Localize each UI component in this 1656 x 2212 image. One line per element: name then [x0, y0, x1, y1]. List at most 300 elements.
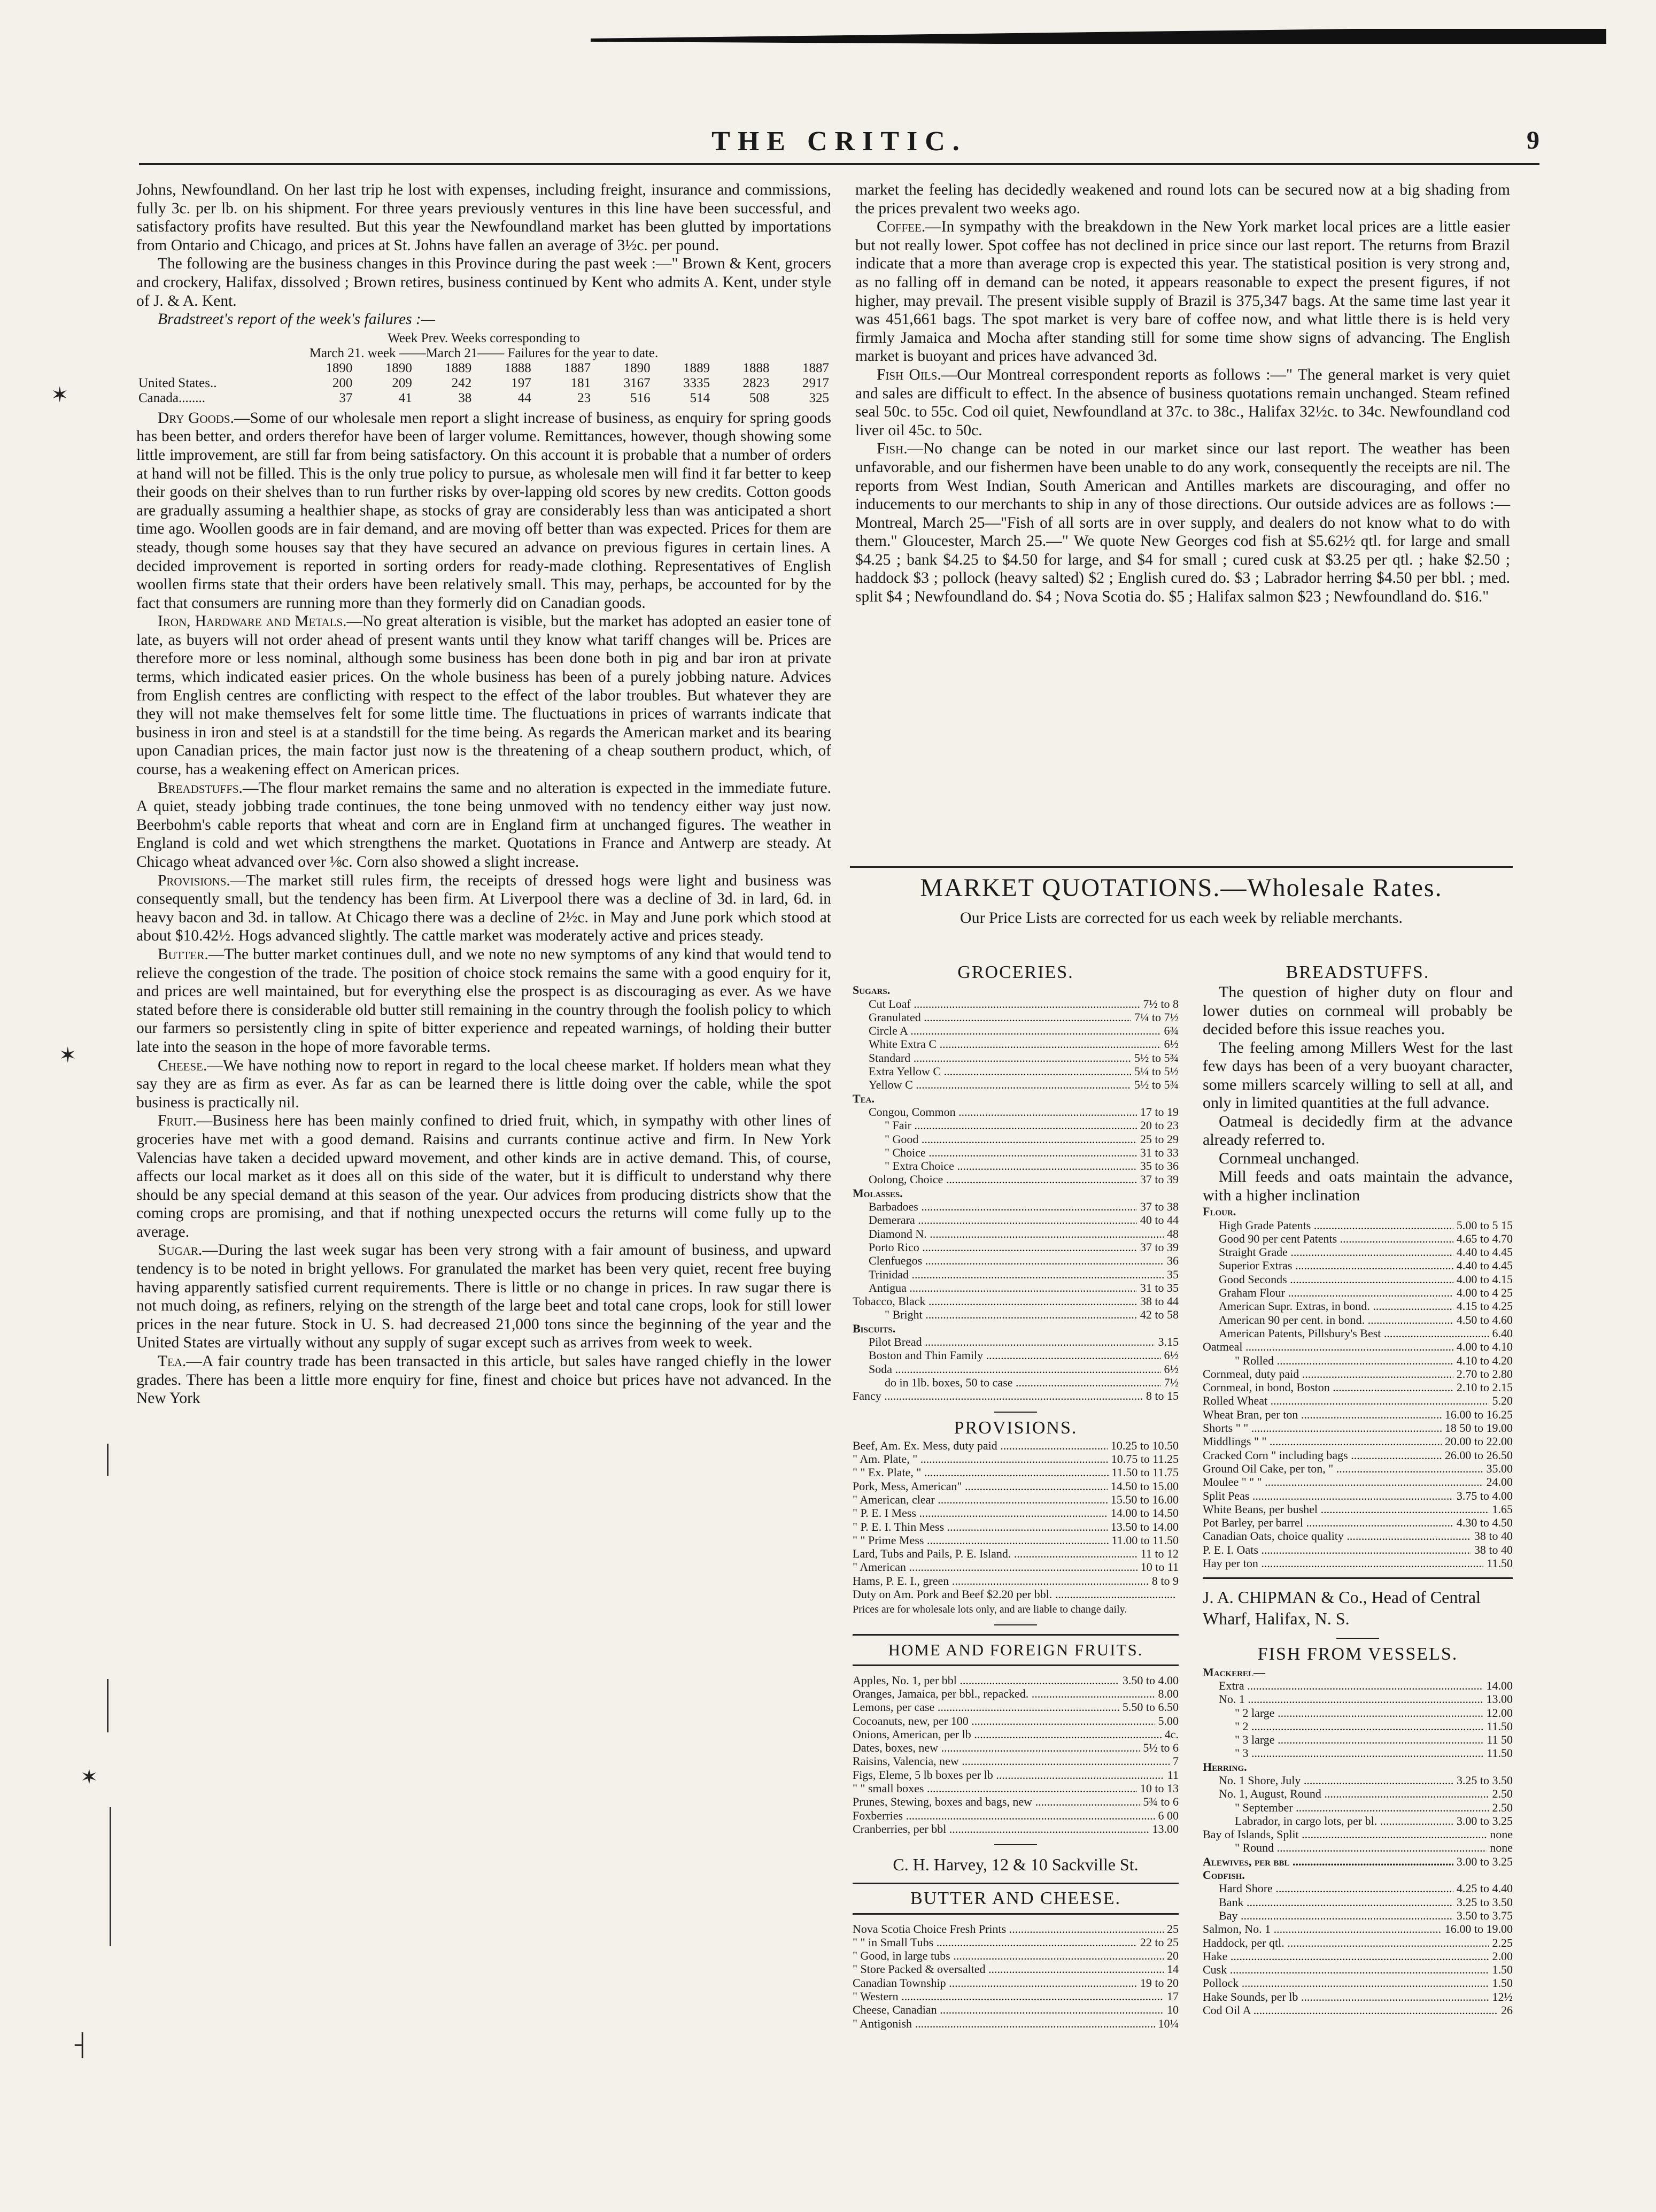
- divider: [853, 1664, 1179, 1666]
- category-label: Tea.: [853, 1091, 875, 1105]
- price-row: [1203, 1462, 1513, 1475]
- price-row: [853, 1348, 1179, 1362]
- biscuits-list: [853, 1335, 1179, 1402]
- table-row: Canada........ 37 41 38 44 23 516 514 508 325: [138, 390, 829, 405]
- breadstuffs-credit: J. A. CHIPMAN & Co., Head of Central Wharf, Halifax, N. S.: [1203, 1587, 1481, 1629]
- item-price: 2.70 to 2.80: [1456, 1367, 1513, 1381]
- price-row: [853, 1990, 1179, 2003]
- price-row: [1203, 1381, 1513, 1394]
- item-name: Ground Oil Cake, per ton, " .....: [1203, 1462, 1483, 1475]
- item-price: 6¾: [1164, 1024, 1179, 1038]
- section-head: Provisions.: [158, 872, 230, 889]
- item-name: Pollock .....: [1203, 1976, 1489, 1990]
- price-row: [853, 1674, 1179, 1687]
- item-price: 42 to 58: [1140, 1308, 1179, 1322]
- item-name: Oolong, Choice .....: [869, 1173, 1137, 1186]
- price-row: [853, 1146, 1179, 1159]
- item-price: 6½: [1164, 1348, 1179, 1362]
- item-price: 11.50: [1487, 1719, 1513, 1733]
- item-price: 5½ to 5¾: [1134, 1078, 1179, 1092]
- market-quotations-header: [850, 866, 1513, 927]
- item-name: " " Prime Mess .....: [853, 1533, 1109, 1547]
- paragraph: Cheese.—We have nothing now to report in regard to the local cheese market. If holders mean what they say they are as firm as ever. As far as can be learned there is little doing over the cable, while the spot business is practically nil.: [136, 1057, 831, 1111]
- item-price: 37 to 39: [1140, 1173, 1179, 1186]
- fruits-title: HOME AND FOREIGN FRUITS.: [888, 1640, 1143, 1660]
- divider: [994, 1412, 1037, 1413]
- category-label: Codfish.: [1203, 1868, 1245, 1882]
- item-name: Haddock, per qtl. .....: [1203, 1936, 1489, 1949]
- item-price: 25: [1167, 1922, 1179, 1936]
- item-name: Trinidad .....: [869, 1268, 1164, 1281]
- item-name: Oranges, Jamaica, per bbl., repacked. .....: [853, 1687, 1155, 1700]
- item-price: 24.00: [1486, 1475, 1513, 1489]
- item-name: Beef, Am. Ex. Mess, duty paid .....: [853, 1439, 1108, 1452]
- market-title: MARKET QUOTATIONS.—Wholesale Rates.: [920, 874, 1443, 902]
- item-price: 2.50: [1492, 1787, 1513, 1801]
- price-row: [1203, 1435, 1513, 1448]
- item-price: 11: [1167, 1768, 1179, 1782]
- item-price: 6½: [1164, 1362, 1179, 1376]
- item-price: 7¼ to 7½: [1134, 1010, 1179, 1024]
- item-price: 3.50 to 3.75: [1456, 1908, 1513, 1922]
- price-row: [1203, 1963, 1513, 1976]
- item-price: 22 to 25: [1140, 1935, 1179, 1949]
- item-price: 4.10 to 4.20: [1456, 1353, 1513, 1367]
- price-row: [1203, 1448, 1513, 1462]
- price-row: [853, 1949, 1179, 1962]
- item-name: American Patents, Pillsbury's Best .....: [1219, 1327, 1489, 1340]
- price-row: [853, 1051, 1179, 1065]
- molasses-list: [853, 1200, 1179, 1294]
- item-name: White Extra C .....: [869, 1037, 1161, 1051]
- item-name: Labrador, in cargo lots, per bl. .....: [1235, 1814, 1453, 1828]
- provisions-list: [853, 1439, 1179, 1601]
- item-name: Cut Loaf .....: [869, 997, 1140, 1011]
- item-price: 1.50: [1492, 1976, 1513, 1990]
- price-row: [853, 2003, 1179, 2016]
- margin-mark: ✶: [59, 1043, 77, 1067]
- item-name: Moulee " " " .....: [1203, 1475, 1483, 1489]
- item-price: 38 to 44: [1140, 1294, 1179, 1308]
- item-price: 37 to 39: [1140, 1240, 1179, 1254]
- paragraph: Fish Oils.—Our Montreal correspondent reports as follows :—" The general market is very quiet and sales are difficult to effect. In the absence of business quotations remain unchanged. Steam refined seal 50c. to 55c. Cod oil quiet, Newfoundland at 37c. to 38c., Halifax 32½c. to 34c. Newfoundland cod liver oil 45c. to 50c.: [855, 366, 1510, 439]
- paragraph: Fish.—No change can be noted in our market since our last report. The weather has been unfavorable, and our fishermen have been unable to do any work, consequently the receipts are nil. The reports from West Indian, South American and Antilles markets are discouraging, and offer no inducements to our merchants to ship in any of those directions. Our outside advices are as follows :—Montreal, March 25—"Fish of all sorts are in over supply, and dealers do not know what to do with them." Gloucester, March 25.—" We quote New Georges cod fish at $5.62½ qtl. for large and small $4.25 ; bank $4.25 to $4.50 for large, and $4 for small ; cured cusk at $3.25 per qtl. ; hake $2.50 ; haddock $3 ; pollock (heavy salted) $2 ; English cured do. $3 ; Labrador herring $4.50 per bbl. ; med. split $4 ; Newfoundland do. $4 ; Nova Scotia do. $5 ; Halifax salmon $23 ; Newfoundland do. $16.": [855, 440, 1510, 606]
- item-name: " 2 .....: [1235, 1720, 1483, 1733]
- category-label: Sugars.: [853, 983, 891, 997]
- price-row: [1203, 1990, 1513, 2003]
- failures-header: Week Prev. Weeks corresponding to: [388, 330, 580, 345]
- item-name: " American .....: [853, 1560, 1137, 1574]
- item-name: American Supr. Extras, in bond. .....: [1219, 1299, 1453, 1313]
- item-name: American 90 per cent. in bond. .....: [1219, 1313, 1453, 1327]
- price-row: [853, 1587, 1179, 1601]
- price-row: [853, 1065, 1179, 1078]
- price-row: [1203, 1421, 1513, 1435]
- section-head: Breadstuffs.: [158, 779, 243, 797]
- paragraph: Provisions.—The market still rules firm, the receipts of dressed hogs were light and business was consequently small, but the tendency has been firm. At Liverpool there was a decline of 3d. in lard, 6d. in heavy bacon and 3d. in tallow. At Chicago there was a decline of 2½c. in May and June pork which stood at about $10.42½. Hogs advanced slightly. The cattle market was moderately active and prices steady.: [136, 872, 831, 945]
- item-name: Lemons, per case .....: [853, 1700, 1119, 1714]
- item-price: 14.50 to 15.00: [1110, 1479, 1179, 1493]
- price-row: [853, 1520, 1179, 1533]
- price-row: [853, 1466, 1179, 1479]
- item-name: Extra Yellow C .....: [869, 1065, 1131, 1078]
- price-row: [1203, 1922, 1513, 1936]
- item-name: Salmon, No. 1 .....: [1203, 1922, 1442, 1936]
- price-row: [1203, 1313, 1513, 1327]
- item-name: Cranberries, per bbl .....: [853, 1822, 1149, 1836]
- item-name: Shorts " " .....: [1203, 1421, 1442, 1435]
- price-row: [853, 1547, 1179, 1560]
- price-row: [1203, 1801, 1513, 1814]
- codfish-list: [1203, 1882, 1513, 1922]
- paragraph: The question of higher duty on flour and lower duties on cornmeal will probably be decided before this issue reaches you.: [1203, 983, 1513, 1038]
- item-price: 5½ to 6: [1143, 1741, 1179, 1755]
- item-name: Cusk .....: [1203, 1963, 1489, 1976]
- item-name: " 3 .....: [1235, 1746, 1483, 1760]
- item-name: Middlings " " .....: [1203, 1435, 1442, 1448]
- item-name: Clenfuegos .....: [869, 1254, 1164, 1267]
- divider: [994, 1844, 1037, 1845]
- price-row: [853, 1024, 1179, 1037]
- item-price: 18 50 to 19.00: [1444, 1421, 1513, 1435]
- item-name: Bay of Islands, Split .....: [1203, 1828, 1487, 1841]
- item-price: 11.50: [1487, 1746, 1513, 1760]
- item-name: White Beans, per bushel .....: [1203, 1502, 1489, 1516]
- paragraph: Breadstuffs.—The flour market remains the same and no alteration is expected in the immediate future. A quiet, steady jobbing trade continues, the tone being unmoved with no tendency either way just now. Beerbohm's cable reports that wheat and corn are in England firm at unchanged figures. The weather in England is cold and wet which strengthens the market. Quotations in France and Antwerp are steady. At Chicago wheat advanced over ⅛c. Corn also showed a slight increase.: [136, 779, 831, 870]
- item-name: Hake Sounds, per lb .....: [1203, 1990, 1489, 2003]
- item-price: 5.00 to 5 15: [1456, 1218, 1513, 1232]
- divider: [853, 1913, 1179, 1915]
- price-row: [1203, 1489, 1513, 1502]
- item-price: 2.10 to 2.15: [1456, 1381, 1513, 1394]
- margin-mark: ┤: [75, 2032, 90, 2056]
- tea-list: [853, 1105, 1179, 1186]
- price-row: [853, 1687, 1179, 1700]
- item-price: 10¼: [1158, 2016, 1179, 2030]
- item-name: Apples, No. 1, per bbl .....: [853, 1674, 1119, 1687]
- item-price: 48: [1167, 1227, 1179, 1240]
- item-name: Split Peas .....: [1203, 1489, 1453, 1502]
- item-name: " 3 large .....: [1235, 1733, 1483, 1746]
- item-name: Figs, Eleme, 5 lb boxes per lb .....: [853, 1768, 1164, 1782]
- item-name: Tobacco, Black .....: [853, 1294, 1137, 1308]
- item-price: 5¼ to 5½: [1134, 1065, 1179, 1078]
- section-head: Coffee.: [877, 218, 926, 236]
- item-name: " Choice .....: [885, 1146, 1137, 1159]
- price-row: [1203, 1949, 1513, 1963]
- price-row: [853, 1308, 1179, 1321]
- price-row: [1203, 1543, 1513, 1556]
- item-price: 1.65: [1492, 1502, 1513, 1516]
- margin-line: [107, 1679, 109, 1732]
- item-name: Yellow C .....: [869, 1078, 1131, 1091]
- item-price: 38 to 40: [1474, 1543, 1513, 1556]
- category-label: Herring.: [1203, 1760, 1247, 1774]
- item-name: " Antigonish .....: [853, 2017, 1155, 2030]
- item-price: 4.00 to 4.15: [1456, 1272, 1513, 1286]
- fish-vessels-title: FISH FROM VESSELS.: [1257, 1644, 1458, 1664]
- item-price: 12.00: [1486, 1706, 1513, 1720]
- price-row: [853, 1037, 1179, 1051]
- section-head: Fish.: [877, 440, 908, 458]
- breadstuffs-title: BREADSTUFFS.: [1286, 962, 1430, 982]
- item-name: Good Seconds .....: [1219, 1273, 1453, 1286]
- paragraph: Coffee.—In sympathy with the breakdown in the New York market local prices are a little easier but not really lower. Spot coffee has not declined in price since our last report. The returns from Brazil indicate that a more than average crop is expected this year. The statistical position is very strong and, as no falling off in demand can be noted, it appears reasonable to expect the present figures, if not higher, may prevail. The present visible supply of Brazil is 375,347 bags. At the same time last year it was 451,661 bags. The spot market is very bare of coffee now, and what little there is is held very firmly Jamaica and Mocha after standing still for some time show signs of advancing. The English market is buoyant and prices have advanced 3d.: [855, 218, 1510, 365]
- item-price: 5.20: [1492, 1394, 1513, 1408]
- price-row: [853, 1962, 1179, 1976]
- paragraph: Fruit.—Business here has been mainly confined to dried fruit, which, in sympathy with other lines of groceries have met with a good demand. Raisins and currants continue active and firm. In New York Valencias have taken a decided upward movement, and other kinds are in active demand. This, of course, affects our local market as it does all on this side of the water, but it is difficult to understand why there should be any special demand at this season of the year. Our advices from producing districts show that the coming crops are promising, and that if nothing unexpected occurs the returns will come fully up to the average.: [136, 1112, 831, 1240]
- price-row: [1203, 1286, 1513, 1299]
- category-label: Flour.: [1203, 1205, 1236, 1219]
- item-name: No. 1, August, Round .....: [1219, 1787, 1489, 1800]
- flour-list: [1203, 1219, 1513, 1340]
- section-head: Iron, Hardware and Metals.: [158, 613, 347, 630]
- item-name: Prunes, Stewing, boxes and bags, new .....: [853, 1795, 1140, 1808]
- item-name: " Rolled .....: [1235, 1354, 1453, 1367]
- item-name: No. 1 Shore, July .....: [1219, 1774, 1453, 1787]
- item-price: 3.50 to 4.00: [1122, 1673, 1179, 1687]
- item-price: 6 00: [1158, 1808, 1179, 1822]
- item-name: Wheat Bran, per ton .....: [1203, 1408, 1442, 1421]
- item-name: Standard .....: [869, 1051, 1131, 1065]
- item-name: " Western .....: [853, 1990, 1164, 2003]
- price-row: [1203, 1367, 1513, 1381]
- item-price: 2.50: [1492, 1800, 1513, 1814]
- price-row: [1203, 1245, 1513, 1259]
- paragraph: Dry Goods.—Some of our wholesale men report a slight increase of business, as enquiry for spring goods has been better, and orders therefor have been of larger volume. Remittances, however, though showing some little improvement, are still far from being satisfactory. On this account it is probable that a number of orders at hand will not be filled. This is the only true policy to pursue, as wholesale men will find it far better to keep their goods on their shelves than to run further risks by over-lapping old scores by new credits. Cotton goods are gradually assuming a healthier shape, as stocks of gray are considerably less than was anticipated a short time ago. Woollen goods are in fair demand, and are moving off better than was expected. Prices for them are steady, though some houses say that they have secured an advance on previous figures in certain lines. A decided improvement is reported in sorting orders for ready-made clothing. Representatives of English woollen firms state that their orders have been relatively small. This may, perhaps, be accounted for by the fact that consumers are running more than they formerly did on Canadian goods.: [136, 409, 831, 612]
- section-head: Dry Goods.: [158, 409, 234, 427]
- price-row: [1203, 1299, 1513, 1313]
- price-row: [853, 1173, 1179, 1186]
- item-name: Congou, Common .....: [869, 1105, 1137, 1119]
- paragraph: Sugar.—During the last week sugar has been very strong with a fair amount of business, and upward tendency is to be noted in bright yellows. For granulated the market has been very quiet, recent free buying having apparently satisfied current requirements. There is little or no change in prices. In raw sugar there is not much doing, as refiners, relying on the strength of the large beet and total cane crops, look for still lower prices in the near future. Stock in U. S. had decreased 21,000 tons since the beginning of the year and the United States are virtually without any supply of sugar except such as arrives from week to week.: [136, 1242, 831, 1352]
- price-row: [1203, 1340, 1513, 1353]
- price-row: [853, 1254, 1179, 1267]
- item-price: 16.00 to 16.25: [1444, 1407, 1513, 1421]
- paragraph: Iron, Hardware and Metals.—No great alteration is visible, but the market has adopted an easier tone of late, as buyers will not order ahead of present wants until they know what tariff changes will be. Prices are therefore more or less nominal, although some business has been done both in pig and bar iron at private terms, which indicated easier prices. On the whole business has been of a purely jobbing nature. Advices from English centres are conflicting with respect to the effect of the labor troubles. But whatever they are they will not make themselves felt for some little time. The fluctuations in prices of warrants indicate that business in iron and steel is at a standstill for the time being. As regards the American market and its bearing upon Canadian prices, the main factor just now is the threatening of a cheap southern product, which, of course, has a weakening effect on American prices.: [136, 613, 831, 779]
- item-price: 38 to 40: [1474, 1529, 1513, 1543]
- item-name: Extra .....: [1219, 1679, 1483, 1692]
- price-row: [1203, 1882, 1513, 1895]
- item-name: Onions, American, per lb .....: [853, 1728, 1162, 1741]
- item-price: 31 to 33: [1140, 1145, 1179, 1159]
- page-title: THE CRITIC.: [711, 126, 967, 157]
- price-row: [853, 1268, 1179, 1281]
- item-name: No. 1 .....: [1219, 1692, 1483, 1706]
- groceries-title: GROCERIES.: [957, 962, 1074, 982]
- price-row: Alewives, per bbl ..... 3.00 to 3.25: [1203, 1855, 1513, 1868]
- item-price: 37 to 38: [1140, 1200, 1179, 1214]
- price-row: [1203, 1895, 1513, 1909]
- price-row: [853, 997, 1179, 1011]
- paragraph: The following are the business changes in this Province during the past week :—" Brown & Kent, grocers and crockery, Halifax, dissolved ; Brown retires, business continued by Kent who admits A. Kent, under style of J. & A. Kent.: [136, 255, 831, 310]
- item-name: " Bright .....: [885, 1308, 1137, 1321]
- item-price: 26.00 to 26.50: [1444, 1448, 1513, 1462]
- margin-line: [110, 1807, 111, 1946]
- price-row: [1203, 1219, 1513, 1232]
- item-name: " Good .....: [885, 1132, 1137, 1146]
- item-name: Hams, P. E. I., green .....: [853, 1574, 1149, 1587]
- item-name: Hake .....: [1203, 1949, 1489, 1963]
- item-name: Lard, Tubs and Pails, P. E. Island. .....: [853, 1547, 1137, 1560]
- price-row: [1203, 1679, 1513, 1692]
- item-price: 4c.: [1164, 1727, 1179, 1741]
- item-name: " September .....: [1235, 1801, 1489, 1814]
- paragraph: Butter.—The butter market continues dull, and we note no new symptoms of any kind that would tend to relieve the congestion of the trade. The position of choice stock remains the same with a good enquiry for it, and prices are well maintained, but for everything else the prospect is as discouraging as ever. As we have stated before there is considerable old butter still remaining in the country through the foolish policy to which our farmers so persistently cling in spite of bitter experience and repeated warnings, of holding their butter late into the season in the hope of more favorable terms.: [136, 945, 831, 1055]
- paragraph: market the feeling has decidedly weakened and round lots can be secured now at a big shading from the prices prevalent two weeks ago.: [855, 181, 1510, 217]
- paragraph: Mill feeds and oats maintain the advance, with a higher inclination: [1203, 1168, 1513, 1204]
- item-price: 5.00: [1158, 1714, 1179, 1728]
- item-price: 5.50 to 6.50: [1122, 1700, 1179, 1714]
- margin-mark: ✶: [51, 383, 69, 407]
- item-price: 36: [1167, 1254, 1179, 1268]
- item-price: 25 to 29: [1140, 1132, 1179, 1146]
- item-price: 14.00 to 14.50: [1110, 1506, 1179, 1520]
- groceries-column: [853, 962, 1179, 2030]
- price-row: [853, 1335, 1179, 1348]
- provisions-note: Prices are for wholesale lots only, and are liable to change daily.: [853, 1604, 1127, 1616]
- section-head: Sugar.: [158, 1242, 203, 1259]
- item-price: 8.00: [1158, 1686, 1179, 1700]
- item-name: Duty on Am. Pork and Beef $2.20 per bbl. .....: [853, 1587, 1175, 1601]
- price-row: [1203, 2003, 1513, 2017]
- item-name: " Store Packed & oversalted .....: [853, 1962, 1164, 1976]
- item-name: Hard Shore .....: [1219, 1882, 1453, 1895]
- item-price: 20.00 to 22.00: [1444, 1435, 1513, 1448]
- item-name: " Extra Choice .....: [885, 1159, 1137, 1173]
- item-price: 20: [1167, 1949, 1179, 1963]
- item-name: Pork, Mess, American" .....: [853, 1479, 1108, 1493]
- item-name: Oatmeal .....: [1203, 1340, 1453, 1353]
- item-price: 2.00: [1492, 1949, 1513, 1963]
- price-row: [1203, 1841, 1513, 1854]
- item-name: " " small boxes .....: [853, 1782, 1137, 1795]
- price-row: [1203, 1475, 1513, 1489]
- section-head: Fruit.: [158, 1112, 197, 1130]
- fruits-list: [853, 1674, 1179, 1836]
- price-row: [1203, 1936, 1513, 1949]
- item-name: Cheese, Canadian .....: [853, 2003, 1164, 2016]
- item-name: Bay .....: [1219, 1909, 1453, 1922]
- item-price: 10.25 to 10.50: [1110, 1438, 1179, 1452]
- margin-mark: ✶: [80, 1765, 98, 1789]
- mackerel-list: [1203, 1679, 1513, 1760]
- price-row: [853, 1936, 1179, 1949]
- paragraph: Johns, Newfoundland. On her last trip he lost with expenses, including freight, insurance and commissions, fully 3c. per lb. on his shipment. For three years previously ventures in this line have been successful, and satisfactory profits have resulted. But this year the Newfoundland market has been glutted by importations from Ontario and Chicago, and prices at St. Johns have fallen an average of 3½c. per pound.: [136, 181, 831, 254]
- section-head: Tea.: [158, 1353, 187, 1370]
- price-row: [853, 1700, 1179, 1714]
- item-price: 11.50 to 11.75: [1111, 1466, 1179, 1479]
- item-name: Diamond N. .....: [869, 1227, 1164, 1240]
- item-price: 11.50: [1487, 1556, 1513, 1570]
- item-price: 11 50: [1487, 1733, 1513, 1747]
- paragraph: [136, 310, 831, 329]
- price-row: [853, 1809, 1179, 1822]
- price-row: [853, 1479, 1179, 1493]
- item-price: 14.00: [1486, 1678, 1513, 1692]
- item-name: Nova Scotia Choice Fresh Prints .....: [853, 1922, 1164, 1936]
- price-row: [853, 1506, 1179, 1520]
- item-price: 31 to 35: [1140, 1281, 1179, 1294]
- price-row: [853, 1105, 1179, 1119]
- item-name: " P. E. I Mess .....: [853, 1506, 1108, 1520]
- item-name: Superior Extras .....: [1219, 1259, 1453, 1272]
- item-name: Cracked Corn " including bags .....: [1203, 1448, 1442, 1462]
- price-row: [853, 1200, 1179, 1213]
- item-name: Cornmeal, duty paid .....: [1203, 1367, 1453, 1381]
- price-row: [853, 1159, 1179, 1173]
- item-name: Cod Oil A .....: [1203, 2003, 1498, 2017]
- item-name: " Round .....: [1235, 1841, 1487, 1854]
- price-row: [1203, 1273, 1513, 1286]
- item-price: 3.75 to 4.00: [1456, 1489, 1513, 1502]
- divider: [853, 1634, 1179, 1636]
- category-label: Mackerel—: [1203, 1665, 1265, 1679]
- price-row: [1203, 1529, 1513, 1543]
- paragraph: Cornmeal unchanged.: [1219, 1149, 1360, 1167]
- price-row: [853, 1439, 1179, 1452]
- section-head: Fish Oils.: [877, 366, 941, 383]
- item-name: " Am. Plate, " .....: [853, 1452, 1108, 1466]
- item-name: Graham Flour .....: [1219, 1286, 1453, 1299]
- item-price: 8 to 15: [1146, 1389, 1179, 1403]
- butter-cheese-title: BUTTER AND CHEESE.: [910, 1889, 1121, 1909]
- item-name: " " in Small Tubs .....: [853, 1936, 1137, 1949]
- item-price: 4.40 to 4.45: [1456, 1245, 1513, 1259]
- item-price: 35.00: [1486, 1461, 1513, 1475]
- item-price: none: [1490, 1828, 1513, 1841]
- price-row: [853, 1011, 1179, 1024]
- price-row: [853, 2017, 1179, 2030]
- category-label: Biscuits.: [853, 1321, 896, 1335]
- price-row: [1203, 1556, 1513, 1570]
- item-name: Soda .....: [869, 1362, 1161, 1376]
- price-row: [853, 1714, 1179, 1728]
- item-price: 4.00 to 4.10: [1456, 1340, 1513, 1354]
- price-row: [1203, 1516, 1513, 1529]
- item-name: Cocoanuts, new, per 100 .....: [853, 1714, 1155, 1728]
- item-name: Antigua .....: [869, 1281, 1137, 1294]
- price-row: [853, 1281, 1179, 1294]
- meal-list: [1203, 1340, 1513, 1570]
- item-price: 12½: [1492, 1990, 1513, 2003]
- item-name: Straight Grade .....: [1219, 1245, 1453, 1259]
- price-row: [853, 1768, 1179, 1782]
- right-column: [855, 181, 1510, 606]
- item-price: 13.50 to 14.00: [1110, 1520, 1179, 1533]
- item-price: none: [1490, 1841, 1513, 1855]
- price-row: [1203, 1327, 1513, 1340]
- item-price: 1.50: [1492, 1963, 1513, 1977]
- market-subtitle: Our Price Lists are corrected for us each week by reliable merchants.: [960, 909, 1403, 927]
- left-column: [136, 181, 831, 1408]
- item-name: Demerara .....: [869, 1213, 1137, 1227]
- price-row: [853, 1533, 1179, 1547]
- item-price: 3.00 to 3.25: [1456, 1814, 1513, 1828]
- item-name: Foxberries .....: [853, 1809, 1155, 1822]
- price-row: [853, 1782, 1179, 1795]
- paragraph: The feeling among Millers West for the last few days has been of a very buoyant character, some millers scarcely willing to sell at all, and only in limited quantities at the full advance.: [1203, 1038, 1513, 1112]
- item-price: 4.30 to 4.50: [1456, 1516, 1513, 1530]
- item-name: Dates, boxes, new .....: [853, 1741, 1140, 1754]
- price-row: [853, 1132, 1179, 1146]
- item-name: Bank .....: [1219, 1895, 1453, 1909]
- item-price: 4.00 to 4 25: [1456, 1286, 1513, 1300]
- item-price: 4.50 to 4.60: [1456, 1313, 1513, 1327]
- item-price: 14: [1167, 1962, 1179, 1976]
- item-price: 17: [1167, 1990, 1179, 2003]
- price-row: [1203, 1976, 1513, 1990]
